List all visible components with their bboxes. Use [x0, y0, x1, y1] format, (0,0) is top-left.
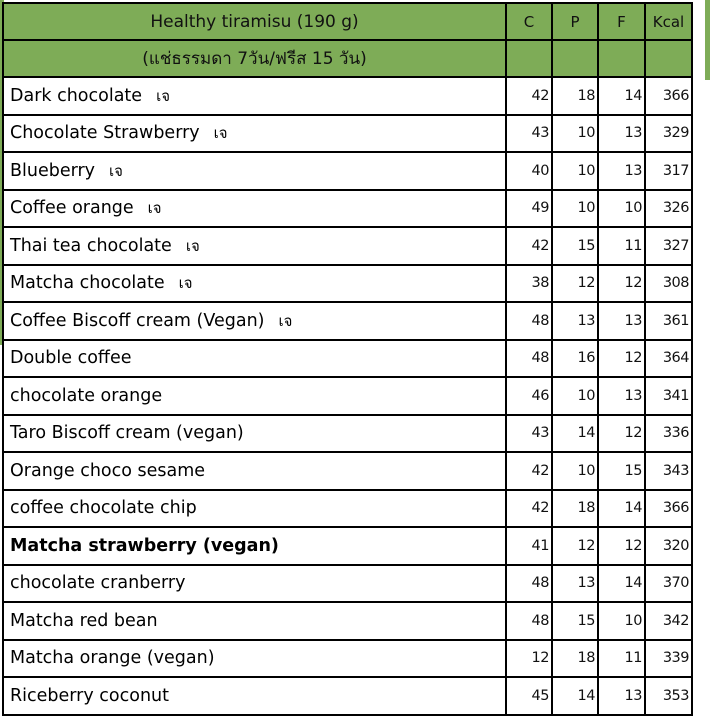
empty-cell: [552, 40, 598, 77]
carbs-cell: 41: [506, 527, 552, 565]
table-row: [3, 190, 692, 228]
carbs-cell: 42: [506, 77, 552, 115]
carbs-cell: 46: [506, 377, 552, 415]
fat-cell: 13: [598, 677, 645, 715]
kcal-cell: 342: [645, 602, 692, 640]
fat-cell: 10: [598, 190, 645, 228]
carbs-cell: 42: [506, 452, 552, 490]
carbs-cell: 49: [506, 190, 552, 228]
fat-cell: 14: [598, 490, 645, 528]
column-header-fat: F: [598, 3, 645, 40]
fat-cell: 15: [598, 452, 645, 490]
flavor-name: Taro Biscoff cream (vegan): [10, 423, 244, 444]
carbs-cell: 48: [506, 302, 552, 340]
fat-cell: 12: [598, 340, 645, 378]
table-row: [3, 265, 692, 303]
empty-cell: [645, 40, 692, 77]
flavor-name-cell: [3, 490, 506, 528]
flavor-name-cell: [3, 527, 506, 565]
protein-cell: 14: [552, 415, 598, 453]
carbs-cell: 40: [506, 152, 552, 190]
carbs-cell: 38: [506, 265, 552, 303]
flavor-name: Matcha strawberry (vegan): [10, 535, 279, 556]
table-row: [3, 340, 692, 378]
flavor-name-cell: [3, 77, 506, 115]
flavor-name: Coffee Biscoff cream (Vegan): [10, 310, 265, 331]
nutrition-table: [2, 2, 693, 716]
flavor-name-cell: [3, 115, 506, 153]
storage-note: (แช่ธรรมดา 7วัน/ฟรีส 15 วัน): [3, 40, 506, 77]
protein-cell: 14: [552, 677, 598, 715]
carbs-cell: 42: [506, 490, 552, 528]
carbs-cell: 12: [506, 640, 552, 678]
header-row: [3, 3, 692, 40]
fat-cell: 12: [598, 527, 645, 565]
kcal-cell: 370: [645, 565, 692, 603]
carbs-cell: 43: [506, 415, 552, 453]
flavor-name-cell: [3, 227, 506, 265]
kcal-cell: 366: [645, 77, 692, 115]
kcal-cell: 353: [645, 677, 692, 715]
flavor-name: chocolate orange: [10, 385, 163, 406]
flavor-name-cell: [3, 602, 506, 640]
table-row: [3, 602, 692, 640]
table-row: [3, 415, 692, 453]
flavor-name-cell: [3, 640, 506, 678]
vegetarian-tag: เจ: [178, 274, 193, 293]
kcal-cell: 329: [645, 115, 692, 153]
flavor-name-cell: [3, 677, 506, 715]
protein-cell: 10: [552, 190, 598, 228]
carbs-cell: 45: [506, 677, 552, 715]
protein-cell: 13: [552, 302, 598, 340]
kcal-cell: 339: [645, 640, 692, 678]
table-row: [3, 77, 692, 115]
flavor-name: Dark chocolate: [10, 85, 143, 106]
fat-cell: 13: [598, 152, 645, 190]
fat-cell: 10: [598, 602, 645, 640]
subheader-row: [3, 40, 692, 77]
protein-cell: 12: [552, 527, 598, 565]
table-row: [3, 677, 692, 715]
table-row: [3, 490, 692, 528]
flavor-name: Matcha red bean: [10, 610, 158, 631]
kcal-cell: 320: [645, 527, 692, 565]
protein-cell: 15: [552, 602, 598, 640]
flavor-name: Coffee orange: [10, 198, 134, 219]
flavor-name-cell: [3, 190, 506, 228]
flavor-name: Thai tea chocolate: [10, 235, 172, 256]
table-title: Healthy tiramisu (190 g): [3, 3, 506, 40]
vegetarian-tag: เจ: [213, 124, 228, 143]
vegetarian-tag: เจ: [278, 311, 293, 330]
fat-cell: 14: [598, 565, 645, 603]
fat-cell: 13: [598, 302, 645, 340]
protein-cell: 12: [552, 265, 598, 303]
column-header-carbs: C: [506, 3, 552, 40]
fat-cell: 12: [598, 415, 645, 453]
kcal-cell: 317: [645, 152, 692, 190]
flavor-name: Matcha orange (vegan): [10, 648, 215, 669]
flavor-name: Chocolate Strawberry: [10, 123, 200, 144]
fat-cell: 13: [598, 377, 645, 415]
kcal-cell: 366: [645, 490, 692, 528]
kcal-cell: 343: [645, 452, 692, 490]
kcal-cell: 341: [645, 377, 692, 415]
flavor-name-cell: [3, 452, 506, 490]
carbs-cell: 48: [506, 565, 552, 603]
empty-cell: [598, 40, 645, 77]
flavor-name: Matcha chocolate: [10, 273, 165, 294]
table-row: [3, 152, 692, 190]
carbs-cell: 48: [506, 602, 552, 640]
table-row: [3, 377, 692, 415]
kcal-cell: 364: [645, 340, 692, 378]
flavor-name-cell: [3, 265, 506, 303]
table-row: [3, 640, 692, 678]
flavor-name: Blueberry: [10, 160, 96, 181]
table-row: [3, 115, 692, 153]
fat-cell: 11: [598, 227, 645, 265]
column-header-kcal: Kcal: [645, 3, 692, 40]
protein-cell: 15: [552, 227, 598, 265]
kcal-cell: 327: [645, 227, 692, 265]
flavor-name-cell: [3, 152, 506, 190]
protein-cell: 10: [552, 377, 598, 415]
table-row: [3, 452, 692, 490]
kcal-cell: 308: [645, 265, 692, 303]
fat-cell: 13: [598, 115, 645, 153]
protein-cell: 10: [552, 115, 598, 153]
kcal-cell: 361: [645, 302, 692, 340]
table-row: [3, 302, 692, 340]
vegetarian-tag: เจ: [185, 236, 200, 255]
carbs-cell: 42: [506, 227, 552, 265]
fat-cell: 11: [598, 640, 645, 678]
protein-cell: 10: [552, 152, 598, 190]
carbs-cell: 43: [506, 115, 552, 153]
flavor-name-cell: [3, 377, 506, 415]
flavor-name: chocolate cranberry: [10, 573, 186, 594]
carbs-cell: 48: [506, 340, 552, 378]
flavor-name: Riceberry coconut: [10, 685, 169, 706]
protein-cell: 18: [552, 77, 598, 115]
table-row: [3, 527, 692, 565]
vegetarian-tag: เจ: [156, 86, 170, 105]
empty-cell: [506, 40, 552, 77]
protein-cell: 10: [552, 452, 598, 490]
fat-cell: 12: [598, 265, 645, 303]
flavor-name-cell: [3, 415, 506, 453]
flavor-name: Double coffee: [10, 348, 132, 369]
vegetarian-tag: เจ: [109, 161, 123, 180]
flavor-name: coffee chocolate chip: [10, 498, 197, 519]
protein-cell: 18: [552, 640, 598, 678]
protein-cell: 16: [552, 340, 598, 378]
protein-cell: 13: [552, 565, 598, 603]
right-green-edge: [705, 0, 710, 80]
kcal-cell: 336: [645, 415, 692, 453]
table-row: [3, 227, 692, 265]
vegetarian-tag: เจ: [147, 199, 162, 218]
protein-cell: 18: [552, 490, 598, 528]
fat-cell: 14: [598, 77, 645, 115]
flavor-name-cell: [3, 302, 506, 340]
flavor-name-cell: [3, 340, 506, 378]
kcal-cell: 326: [645, 190, 692, 228]
column-header-protein: P: [552, 3, 598, 40]
flavor-name: Orange choco sesame: [10, 460, 206, 481]
table-row: [3, 565, 692, 603]
flavor-name-cell: [3, 565, 506, 603]
